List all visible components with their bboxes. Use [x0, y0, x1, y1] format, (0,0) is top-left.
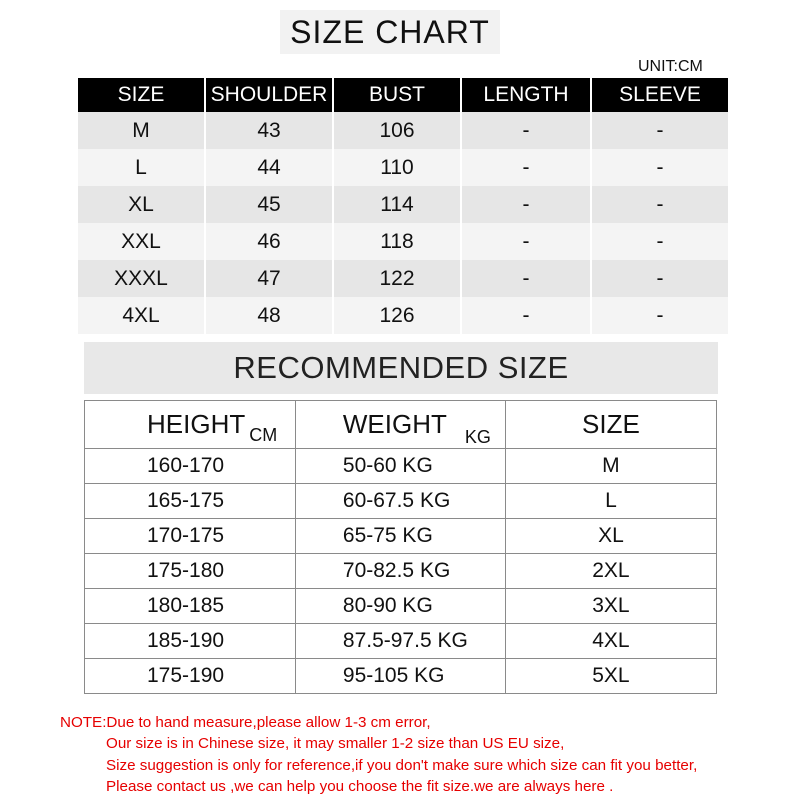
- unit-label: UNIT:CM: [638, 58, 703, 75]
- header-bust: BUST: [334, 78, 462, 112]
- page-title: SIZE CHART: [290, 13, 490, 50]
- table-row: [85, 484, 717, 519]
- cell-height: 160-170: [85, 449, 296, 484]
- header-height: HEIGHT: [147, 409, 246, 439]
- header-weight: WEIGHT: [342, 409, 447, 439]
- size-chart-title-box: [280, 10, 500, 54]
- cell-height: 165-175: [85, 484, 296, 519]
- cell-shoulder: 48: [206, 297, 334, 334]
- cell-size: L: [78, 149, 206, 186]
- cell-bust: 110: [334, 149, 462, 186]
- cell-length: -: [462, 297, 592, 334]
- cell-length: -: [462, 149, 592, 186]
- cell-size: M: [78, 112, 206, 149]
- recommended-header-row: [85, 401, 717, 449]
- cell-rec-size: 5XL: [505, 659, 716, 694]
- cell-height: 175-190: [85, 659, 296, 694]
- cell-rec-size: 2XL: [505, 554, 716, 589]
- cell-bust: 106: [334, 112, 462, 149]
- cell-sleeve: -: [656, 155, 664, 179]
- cell-rec-size: XL: [505, 519, 716, 554]
- header-size: SIZE: [78, 78, 206, 112]
- table-row: [78, 297, 728, 334]
- note-line: Please contact us ,we can help you choose the fit size.we are always here .: [106, 777, 614, 795]
- cell-shoulder: 44: [206, 149, 334, 186]
- cell-rec-size: 3XL: [505, 589, 716, 624]
- header-height-cell: [85, 401, 296, 449]
- cell-weight: 65-75 KG: [295, 519, 505, 554]
- table-row: [85, 554, 717, 589]
- note-text: Due to hand measure,please allow 1-3 cm error,: [106, 714, 431, 731]
- note-block: [60, 712, 800, 797]
- recommended-size-title-box: [84, 342, 718, 394]
- cell-bust: 118: [334, 223, 462, 260]
- cell-shoulder: 46: [206, 223, 334, 260]
- table-row: [85, 659, 717, 694]
- cell-height: 180-185: [85, 589, 296, 624]
- cell-rec-size: M: [505, 449, 716, 484]
- cell-weight: 70-82.5 KG: [295, 554, 505, 589]
- cell-length: -: [462, 186, 592, 223]
- note-label: NOTE:: [60, 714, 107, 731]
- cell-shoulder: 45: [206, 186, 334, 223]
- cell-weight: 50-60 KG: [295, 449, 505, 484]
- cell-rec-size: 4XL: [505, 624, 716, 659]
- header-size-cell: [505, 401, 716, 449]
- recommended-size-table: [84, 400, 717, 694]
- cell-size: XXL: [78, 223, 206, 260]
- header-length: LENGTH: [462, 78, 592, 112]
- header-sleeve: SLEEVE: [619, 83, 701, 106]
- cell-length: -: [462, 112, 592, 149]
- cell-sleeve: -: [656, 118, 664, 142]
- cell-sleeve: -: [656, 266, 664, 290]
- cell-weight: 60-67.5 KG: [295, 484, 505, 519]
- table-row: [85, 589, 717, 624]
- cell-size: XL: [78, 186, 206, 223]
- cell-rec-size: L: [505, 484, 716, 519]
- size-chart-header-row: [78, 78, 728, 112]
- cell-height: 185-190: [85, 624, 296, 659]
- cell-sleeve: -: [656, 303, 664, 327]
- note-line: [60, 712, 800, 733]
- table-row: [78, 112, 728, 149]
- cell-height: 170-175: [85, 519, 296, 554]
- cell-shoulder: 47: [206, 260, 334, 297]
- table-row: [78, 186, 728, 223]
- header-weight-unit: KG: [464, 427, 491, 447]
- header-rec-size: SIZE: [582, 409, 640, 439]
- cell-bust: 114: [334, 186, 462, 223]
- table-row: [85, 519, 717, 554]
- cell-height: 175-180: [85, 554, 296, 589]
- note-line: Our size is in Chinese size, it may smaller 1-2 size than US EU size,: [106, 735, 565, 753]
- recommended-size-title: RECOMMENDED SIZE: [233, 350, 569, 385]
- cell-weight: 95-105 KG: [295, 659, 505, 694]
- cell-sleeve: -: [656, 192, 664, 216]
- cell-weight: 87.5-97.5 KG: [295, 624, 505, 659]
- table-row: [78, 149, 728, 186]
- cell-weight: 80-90 KG: [295, 589, 505, 624]
- cell-size: 4XL: [78, 297, 206, 334]
- cell-sleeve: -: [656, 229, 664, 253]
- table-row: [78, 260, 728, 297]
- table-row: [85, 624, 717, 659]
- cell-bust: 122: [334, 260, 462, 297]
- table-row: [78, 223, 728, 260]
- cell-bust: 126: [334, 297, 462, 334]
- header-weight-cell: [295, 401, 505, 449]
- cell-shoulder: 43: [206, 112, 334, 149]
- table-row: [85, 449, 717, 484]
- header-height-unit: CM: [249, 425, 278, 445]
- cell-length: -: [462, 223, 592, 260]
- cell-length: -: [462, 260, 592, 297]
- note-line: Size suggestion is only for reference,if you don't make sure which size can fit you better,: [106, 756, 698, 774]
- cell-size: XXXL: [78, 260, 206, 297]
- header-shoulder: SHOULDER: [206, 78, 334, 112]
- size-chart-table: [78, 78, 728, 334]
